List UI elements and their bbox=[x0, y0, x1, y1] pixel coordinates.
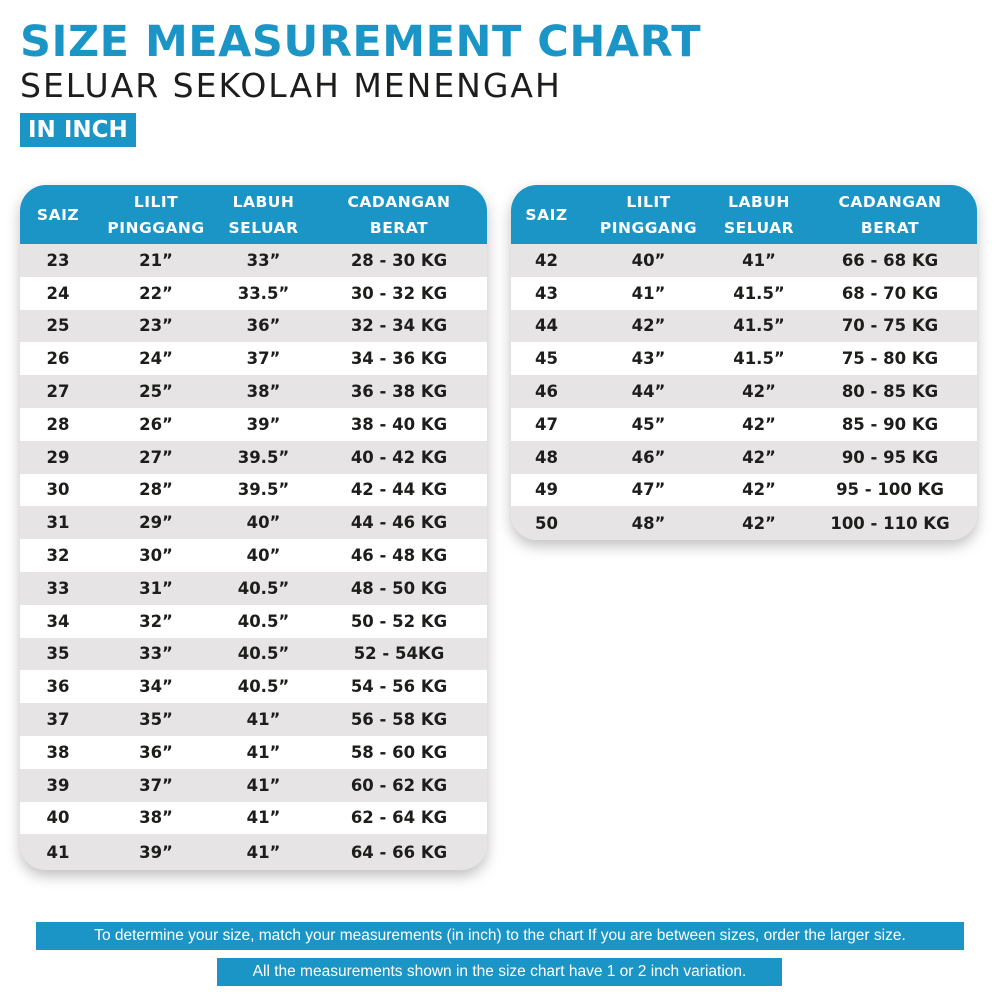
table-body bbox=[20, 244, 487, 870]
cell-lilit-pinggang: 36” bbox=[96, 736, 216, 769]
cell-lilit-pinggang: 24” bbox=[96, 342, 216, 375]
cell-labuh-seluar: 41.5” bbox=[715, 310, 803, 343]
cell-saiz: 28 bbox=[20, 408, 96, 441]
cell-lilit-pinggang: 28” bbox=[96, 474, 216, 507]
cell-cadangan-berat: 64 - 66 KG bbox=[311, 834, 487, 870]
cell-saiz: 42 bbox=[511, 244, 582, 277]
table-row bbox=[20, 342, 487, 375]
cell-saiz: 37 bbox=[20, 703, 96, 736]
table-row bbox=[20, 375, 487, 408]
cell-cadangan-berat: 85 - 90 KG bbox=[803, 408, 977, 441]
table-row bbox=[511, 474, 977, 507]
column-header-lilit-pinggang: LILIT PINGGANG bbox=[96, 185, 216, 244]
cell-labuh-seluar: 39” bbox=[216, 408, 311, 441]
size-table bbox=[20, 185, 487, 870]
cell-cadangan-berat: 75 - 80 KG bbox=[803, 342, 977, 375]
cell-lilit-pinggang: 38” bbox=[96, 802, 216, 835]
table-body bbox=[511, 244, 977, 540]
table-row bbox=[20, 736, 487, 769]
table-row bbox=[20, 703, 487, 736]
cell-saiz: 29 bbox=[20, 441, 96, 474]
table-row bbox=[20, 539, 487, 572]
cell-saiz: 30 bbox=[20, 474, 96, 507]
cell-lilit-pinggang: 42” bbox=[582, 310, 715, 343]
cell-lilit-pinggang: 34” bbox=[96, 670, 216, 703]
cell-labuh-seluar: 39.5” bbox=[216, 441, 311, 474]
column-header-saiz: SAIZ bbox=[511, 185, 582, 244]
table-header-row bbox=[20, 185, 487, 244]
cell-labuh-seluar: 41” bbox=[216, 802, 311, 835]
cell-labuh-seluar: 42” bbox=[715, 474, 803, 507]
cell-lilit-pinggang: 32” bbox=[96, 605, 216, 638]
cell-labuh-seluar: 41” bbox=[216, 703, 311, 736]
cell-saiz: 49 bbox=[511, 474, 582, 507]
cell-labuh-seluar: 40” bbox=[216, 539, 311, 572]
table-row bbox=[20, 277, 487, 310]
cell-lilit-pinggang: 23” bbox=[96, 310, 216, 343]
table-row bbox=[20, 834, 487, 870]
cell-cadangan-berat: 38 - 40 KG bbox=[311, 408, 487, 441]
cell-cadangan-berat: 56 - 58 KG bbox=[311, 703, 487, 736]
cell-labuh-seluar: 40.5” bbox=[216, 605, 311, 638]
size-table-left bbox=[20, 185, 487, 870]
table-row bbox=[20, 670, 487, 703]
table-header-row bbox=[511, 185, 977, 244]
cell-labuh-seluar: 40” bbox=[216, 506, 311, 539]
cell-saiz: 41 bbox=[20, 834, 96, 870]
cell-labuh-seluar: 41” bbox=[715, 244, 803, 277]
cell-saiz: 25 bbox=[20, 310, 96, 343]
cell-lilit-pinggang: 29” bbox=[96, 506, 216, 539]
cell-saiz: 46 bbox=[511, 375, 582, 408]
cell-labuh-seluar: 41” bbox=[216, 834, 311, 870]
cell-labuh-seluar: 41.5” bbox=[715, 342, 803, 375]
cell-lilit-pinggang: 31” bbox=[96, 572, 216, 605]
cell-cadangan-berat: 62 - 64 KG bbox=[311, 802, 487, 835]
cell-lilit-pinggang: 25” bbox=[96, 375, 216, 408]
column-header-cadangan-berat: CADANGAN BERAT bbox=[803, 185, 977, 244]
cell-lilit-pinggang: 40” bbox=[582, 244, 715, 277]
cell-cadangan-berat: 100 - 110 KG bbox=[803, 506, 977, 540]
cell-cadangan-berat: 28 - 30 KG bbox=[311, 244, 487, 277]
table-row bbox=[20, 506, 487, 539]
unit-badge: IN INCH bbox=[20, 113, 136, 147]
cell-saiz: 31 bbox=[20, 506, 96, 539]
cell-lilit-pinggang: 47” bbox=[582, 474, 715, 507]
cell-labuh-seluar: 36” bbox=[216, 310, 311, 343]
table-row bbox=[511, 277, 977, 310]
cell-cadangan-berat: 50 - 52 KG bbox=[311, 605, 487, 638]
cell-saiz: 45 bbox=[511, 342, 582, 375]
cell-cadangan-berat: 90 - 95 KG bbox=[803, 441, 977, 474]
table-row bbox=[20, 638, 487, 671]
table-row bbox=[20, 572, 487, 605]
cell-labuh-seluar: 33.5” bbox=[216, 277, 311, 310]
cell-labuh-seluar: 41” bbox=[216, 769, 311, 802]
cell-cadangan-berat: 48 - 50 KG bbox=[311, 572, 487, 605]
variation-note: All the measurements shown in the size chart have 1 or 2 inch variation. bbox=[217, 958, 782, 986]
cell-cadangan-berat: 30 - 32 KG bbox=[311, 277, 487, 310]
table-row bbox=[20, 802, 487, 835]
cell-lilit-pinggang: 21” bbox=[96, 244, 216, 277]
cell-saiz: 32 bbox=[20, 539, 96, 572]
column-header-cadangan-berat: CADANGAN BERAT bbox=[311, 185, 487, 244]
cell-lilit-pinggang: 27” bbox=[96, 441, 216, 474]
cell-saiz: 35 bbox=[20, 638, 96, 671]
cell-saiz: 39 bbox=[20, 769, 96, 802]
table-row bbox=[20, 408, 487, 441]
cell-cadangan-berat: 68 - 70 KG bbox=[803, 277, 977, 310]
column-header-labuh-seluar: LABUH SELUAR bbox=[216, 185, 311, 244]
cell-saiz: 40 bbox=[20, 802, 96, 835]
cell-lilit-pinggang: 30” bbox=[96, 539, 216, 572]
table-row bbox=[20, 769, 487, 802]
cell-saiz: 48 bbox=[511, 441, 582, 474]
page-title: SIZE MEASUREMENT CHART bbox=[20, 17, 702, 67]
cell-labuh-seluar: 38” bbox=[216, 375, 311, 408]
cell-saiz: 33 bbox=[20, 572, 96, 605]
table-row bbox=[511, 310, 977, 343]
cell-labuh-seluar: 42” bbox=[715, 441, 803, 474]
table-row bbox=[511, 375, 977, 408]
cell-saiz: 23 bbox=[20, 244, 96, 277]
cell-labuh-seluar: 42” bbox=[715, 408, 803, 441]
cell-lilit-pinggang: 44” bbox=[582, 375, 715, 408]
cell-saiz: 36 bbox=[20, 670, 96, 703]
cell-cadangan-berat: 52 - 54KG bbox=[311, 638, 487, 671]
cell-lilit-pinggang: 37” bbox=[96, 769, 216, 802]
table-row bbox=[20, 474, 487, 507]
cell-labuh-seluar: 41.5” bbox=[715, 277, 803, 310]
cell-lilit-pinggang: 43” bbox=[582, 342, 715, 375]
cell-lilit-pinggang: 48” bbox=[582, 506, 715, 540]
cell-lilit-pinggang: 33” bbox=[96, 638, 216, 671]
cell-saiz: 50 bbox=[511, 506, 582, 540]
cell-cadangan-berat: 36 - 38 KG bbox=[311, 375, 487, 408]
table-row bbox=[511, 441, 977, 474]
cell-saiz: 26 bbox=[20, 342, 96, 375]
cell-labuh-seluar: 39.5” bbox=[216, 474, 311, 507]
size-table-right bbox=[511, 185, 977, 540]
table-row bbox=[20, 244, 487, 277]
cell-cadangan-berat: 42 - 44 KG bbox=[311, 474, 487, 507]
cell-saiz: 43 bbox=[511, 277, 582, 310]
cell-saiz: 34 bbox=[20, 605, 96, 638]
size-guide-note: To determine your size, match your measurements (in inch) to the chart If you are between sizes, order the larger size. bbox=[36, 922, 964, 950]
cell-labuh-seluar: 33” bbox=[216, 244, 311, 277]
column-header-lilit-pinggang: LILIT PINGGANG bbox=[582, 185, 715, 244]
cell-labuh-seluar: 40.5” bbox=[216, 572, 311, 605]
table-row bbox=[511, 244, 977, 277]
cell-cadangan-berat: 80 - 85 KG bbox=[803, 375, 977, 408]
cell-cadangan-berat: 34 - 36 KG bbox=[311, 342, 487, 375]
cell-lilit-pinggang: 35” bbox=[96, 703, 216, 736]
cell-saiz: 24 bbox=[20, 277, 96, 310]
cell-cadangan-berat: 32 - 34 KG bbox=[311, 310, 487, 343]
cell-lilit-pinggang: 39” bbox=[96, 834, 216, 870]
cell-labuh-seluar: 41” bbox=[216, 736, 311, 769]
cell-lilit-pinggang: 26” bbox=[96, 408, 216, 441]
cell-lilit-pinggang: 22” bbox=[96, 277, 216, 310]
cell-saiz: 47 bbox=[511, 408, 582, 441]
cell-cadangan-berat: 95 - 100 KG bbox=[803, 474, 977, 507]
cell-labuh-seluar: 37” bbox=[216, 342, 311, 375]
table-row bbox=[511, 506, 977, 540]
page-subtitle: SELUAR SEKOLAH MENENGAH bbox=[20, 66, 562, 105]
cell-cadangan-berat: 40 - 42 KG bbox=[311, 441, 487, 474]
table-row bbox=[20, 605, 487, 638]
cell-labuh-seluar: 40.5” bbox=[216, 670, 311, 703]
cell-cadangan-berat: 54 - 56 KG bbox=[311, 670, 487, 703]
table-row bbox=[20, 441, 487, 474]
cell-saiz: 38 bbox=[20, 736, 96, 769]
cell-cadangan-berat: 46 - 48 KG bbox=[311, 539, 487, 572]
cell-cadangan-berat: 70 - 75 KG bbox=[803, 310, 977, 343]
cell-cadangan-berat: 60 - 62 KG bbox=[311, 769, 487, 802]
cell-labuh-seluar: 40.5” bbox=[216, 638, 311, 671]
cell-saiz: 44 bbox=[511, 310, 582, 343]
cell-lilit-pinggang: 46” bbox=[582, 441, 715, 474]
cell-labuh-seluar: 42” bbox=[715, 375, 803, 408]
cell-lilit-pinggang: 45” bbox=[582, 408, 715, 441]
column-header-labuh-seluar: LABUH SELUAR bbox=[715, 185, 803, 244]
cell-labuh-seluar: 42” bbox=[715, 506, 803, 540]
cell-cadangan-berat: 44 - 46 KG bbox=[311, 506, 487, 539]
table-row bbox=[20, 310, 487, 343]
cell-lilit-pinggang: 41” bbox=[582, 277, 715, 310]
cell-saiz: 27 bbox=[20, 375, 96, 408]
cell-cadangan-berat: 58 - 60 KG bbox=[311, 736, 487, 769]
table-row bbox=[511, 408, 977, 441]
size-table bbox=[511, 185, 977, 540]
table-row bbox=[511, 342, 977, 375]
column-header-saiz: SAIZ bbox=[20, 185, 96, 244]
cell-cadangan-berat: 66 - 68 KG bbox=[803, 244, 977, 277]
